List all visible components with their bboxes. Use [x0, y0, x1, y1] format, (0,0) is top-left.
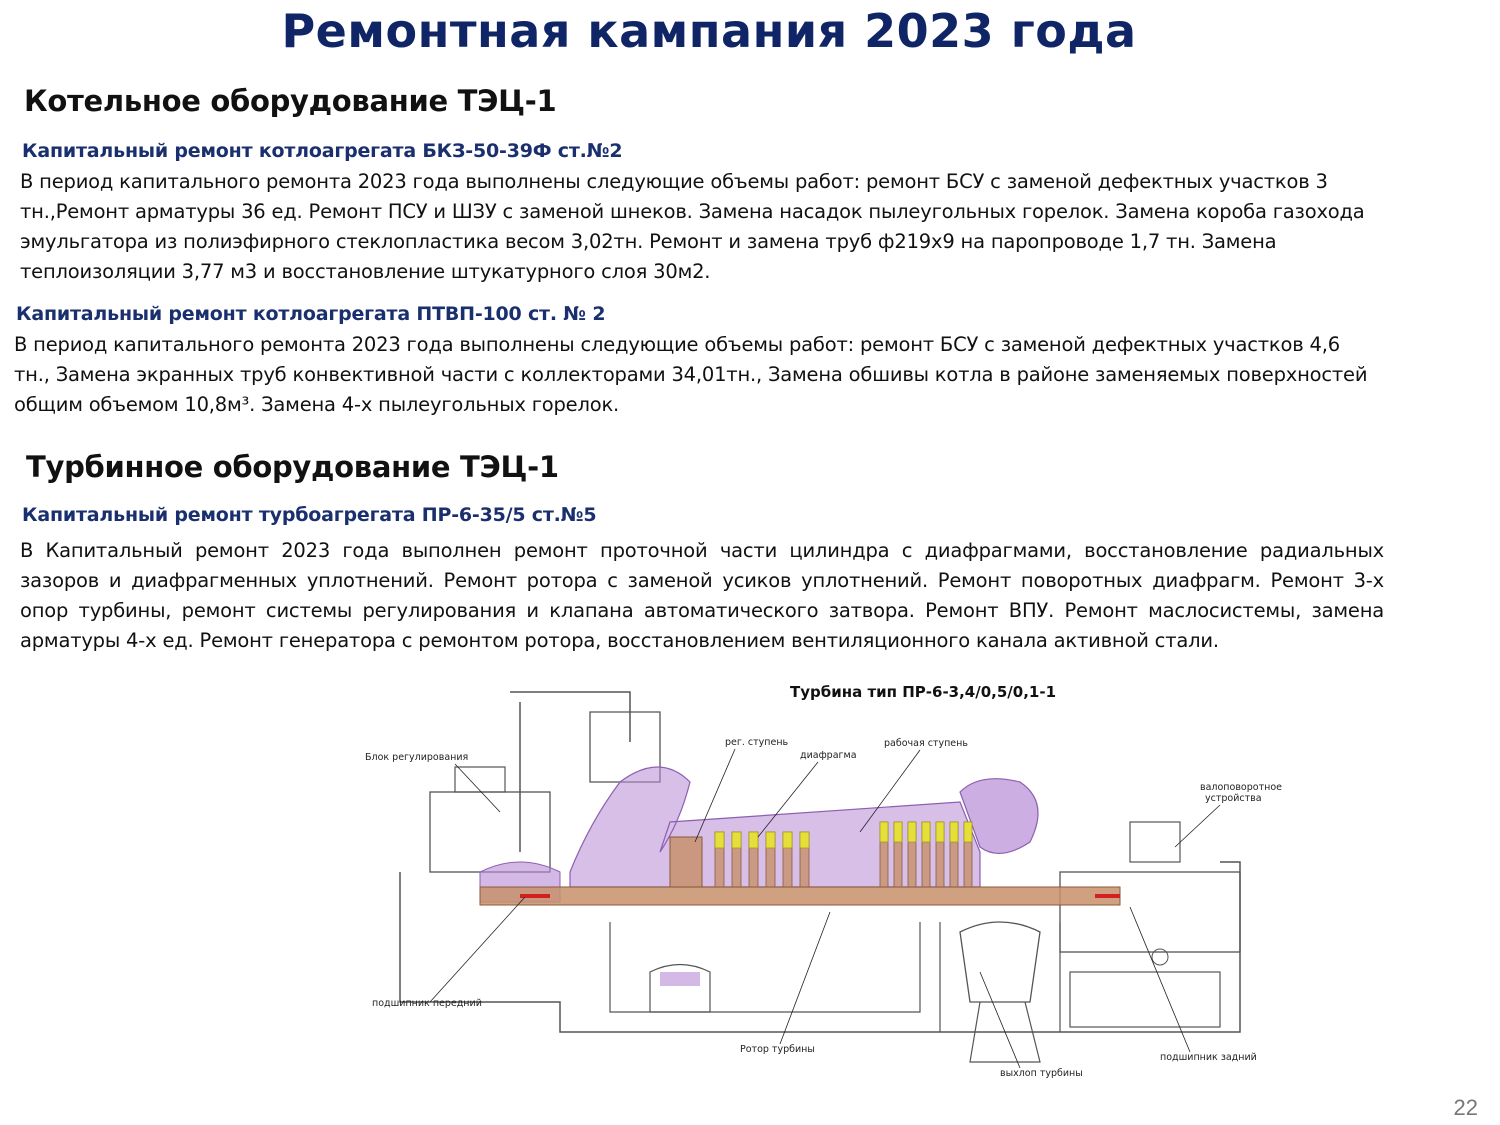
- leader-line: [1130, 907, 1190, 1052]
- label-rear-bearing: подшипник задний: [1160, 1052, 1257, 1063]
- control-wheel: [670, 837, 702, 887]
- leader-line: [455, 764, 500, 812]
- oil-pump-fill: [660, 972, 700, 986]
- label-diaphragm: диафрагма: [800, 750, 857, 761]
- rear-pedestal: [1070, 972, 1220, 1027]
- turbine-item1-text: В Капитальный ремонт 2023 года выполнен ремонт проточной части цилиндра с диафрагмами, восстановление радиальных зазоров и диафрагменных уплотнений. Ремонт ротора с заменой усиков уплотнений. Ремонт поворотных диафрагм. Ремонт 3-х опор турбины, ремонт системы регулирования и клапана автоматического затвора. Ремонт ВПУ. Ремонт маслосистемы, замена арматуры 4-х ед. Ремонт генератора с ремонтом ротора, восстановлением вентиляционного канала активной стали.: [20, 539, 1384, 652]
- label-working-stage: рабочая ступень: [884, 738, 968, 749]
- boiler-item2-text: [14, 330, 1484, 420]
- boiler-item2-line: общим объемом 10,8м³. Замена 4-х пылеугольных горелок.: [14, 393, 620, 416]
- oil-pump: [650, 965, 710, 1013]
- boiler-item1-line: эмульгатора из полиэфирного стеклопластика весом 3,02тн. Ремонт и замена труб ф219х9 на паропроводе 1,7 тн. Замена: [20, 230, 1277, 253]
- stage-blade: [894, 822, 902, 842]
- turbine-section-heading: Турбинное оборудование ТЭЦ-1: [26, 450, 559, 484]
- label-control-stage: рег. ступень: [725, 737, 789, 748]
- label-control-block: Блок регулирования: [365, 752, 469, 763]
- label-exhaust: выхлоп турбины: [1000, 1068, 1083, 1079]
- stage-blade: [766, 832, 775, 848]
- boiler-section-heading: Котельное оборудование ТЭЦ-1: [24, 84, 557, 118]
- page-number: 22: [1453, 1095, 1478, 1120]
- stage-blade: [936, 822, 944, 842]
- rear-bearing-housing: [1060, 872, 1240, 952]
- leader-line: [1175, 805, 1220, 847]
- exhaust-duct: [960, 922, 1040, 1002]
- turbine-drawing: [360, 672, 1282, 1112]
- frame-inner: [610, 922, 920, 1012]
- stage-blade: [732, 832, 741, 848]
- frame-columns: [940, 922, 1060, 1032]
- boiler-item2-line: тн., Замена экранных труб конвективной части с коллекторами 34,01тн., Замена обшивы котла в районе заменяемых поверхностей: [14, 363, 1368, 386]
- stage-blade: [715, 832, 724, 848]
- diagram-title: Турбина тип ПР-6-3,4/0,5/0,1-1: [790, 683, 1057, 701]
- rotor-shaft: [480, 887, 1120, 905]
- stage-blade: [783, 832, 792, 848]
- control-top: [455, 767, 505, 792]
- label-turning-gear-1: валоповоротное: [1200, 782, 1282, 793]
- stage-blade: [749, 832, 758, 848]
- stage-blade: [922, 822, 930, 842]
- boiler-item2-title: Капитальный ремонт котлоагрегата ПТВП-100 ст. № 2: [16, 303, 606, 325]
- stage-blade: [950, 822, 958, 842]
- rear-seal: [1095, 894, 1120, 898]
- boiler-item1-text: [20, 167, 1490, 287]
- boiler-item1-line: тн.,Ремонт арматуры 36 ед. Ремонт ПСУ и ШЗУ с заменой шнеков. Замена насадок пылеугольных горелок. Замена короба газохода: [20, 200, 1365, 223]
- stage-blade: [908, 822, 916, 842]
- turning-gear-box: [1130, 822, 1180, 862]
- leader-line: [980, 972, 1020, 1068]
- boiler-item1-line: теплоизоляции 3,77 м3 и восстановление штукатурного слоя 30м2.: [20, 260, 711, 283]
- label-rotor: Ротор турбины: [740, 1044, 815, 1055]
- stage-blade: [964, 822, 972, 842]
- turbine-item1-title: Капитальный ремонт турбоагрегата ПР-6-35/5 ст.№5: [22, 504, 597, 526]
- turbine-diagram: [360, 672, 1282, 1112]
- leader-line: [430, 897, 525, 1002]
- boiler-item1-title: Капитальный ремонт котлоагрегата БКЗ-50-39Ф ст.№2: [22, 140, 623, 162]
- stage-blade: [800, 832, 809, 848]
- control-block: [430, 792, 550, 872]
- label-front-bearing: подшипник передний: [372, 998, 482, 1009]
- boiler-item1-line: В период капитального ремонта 2023 года выполнены следующие объемы работ: ремонт БСУ с заменой дефектных участков 3: [20, 170, 1328, 193]
- slide-title: Ремонтная кампания 2023 года: [281, 4, 1137, 58]
- boiler-item2-line: В период капитального ремонта 2023 года выполнены следующие объемы работ: ремонт БСУ с заменой дефектных участков 4,6: [14, 333, 1340, 356]
- stage-blade: [880, 822, 888, 842]
- turbine-body: [400, 692, 1240, 1068]
- leader-line: [780, 912, 830, 1044]
- label-turning-gear-2: устройства: [1205, 793, 1262, 804]
